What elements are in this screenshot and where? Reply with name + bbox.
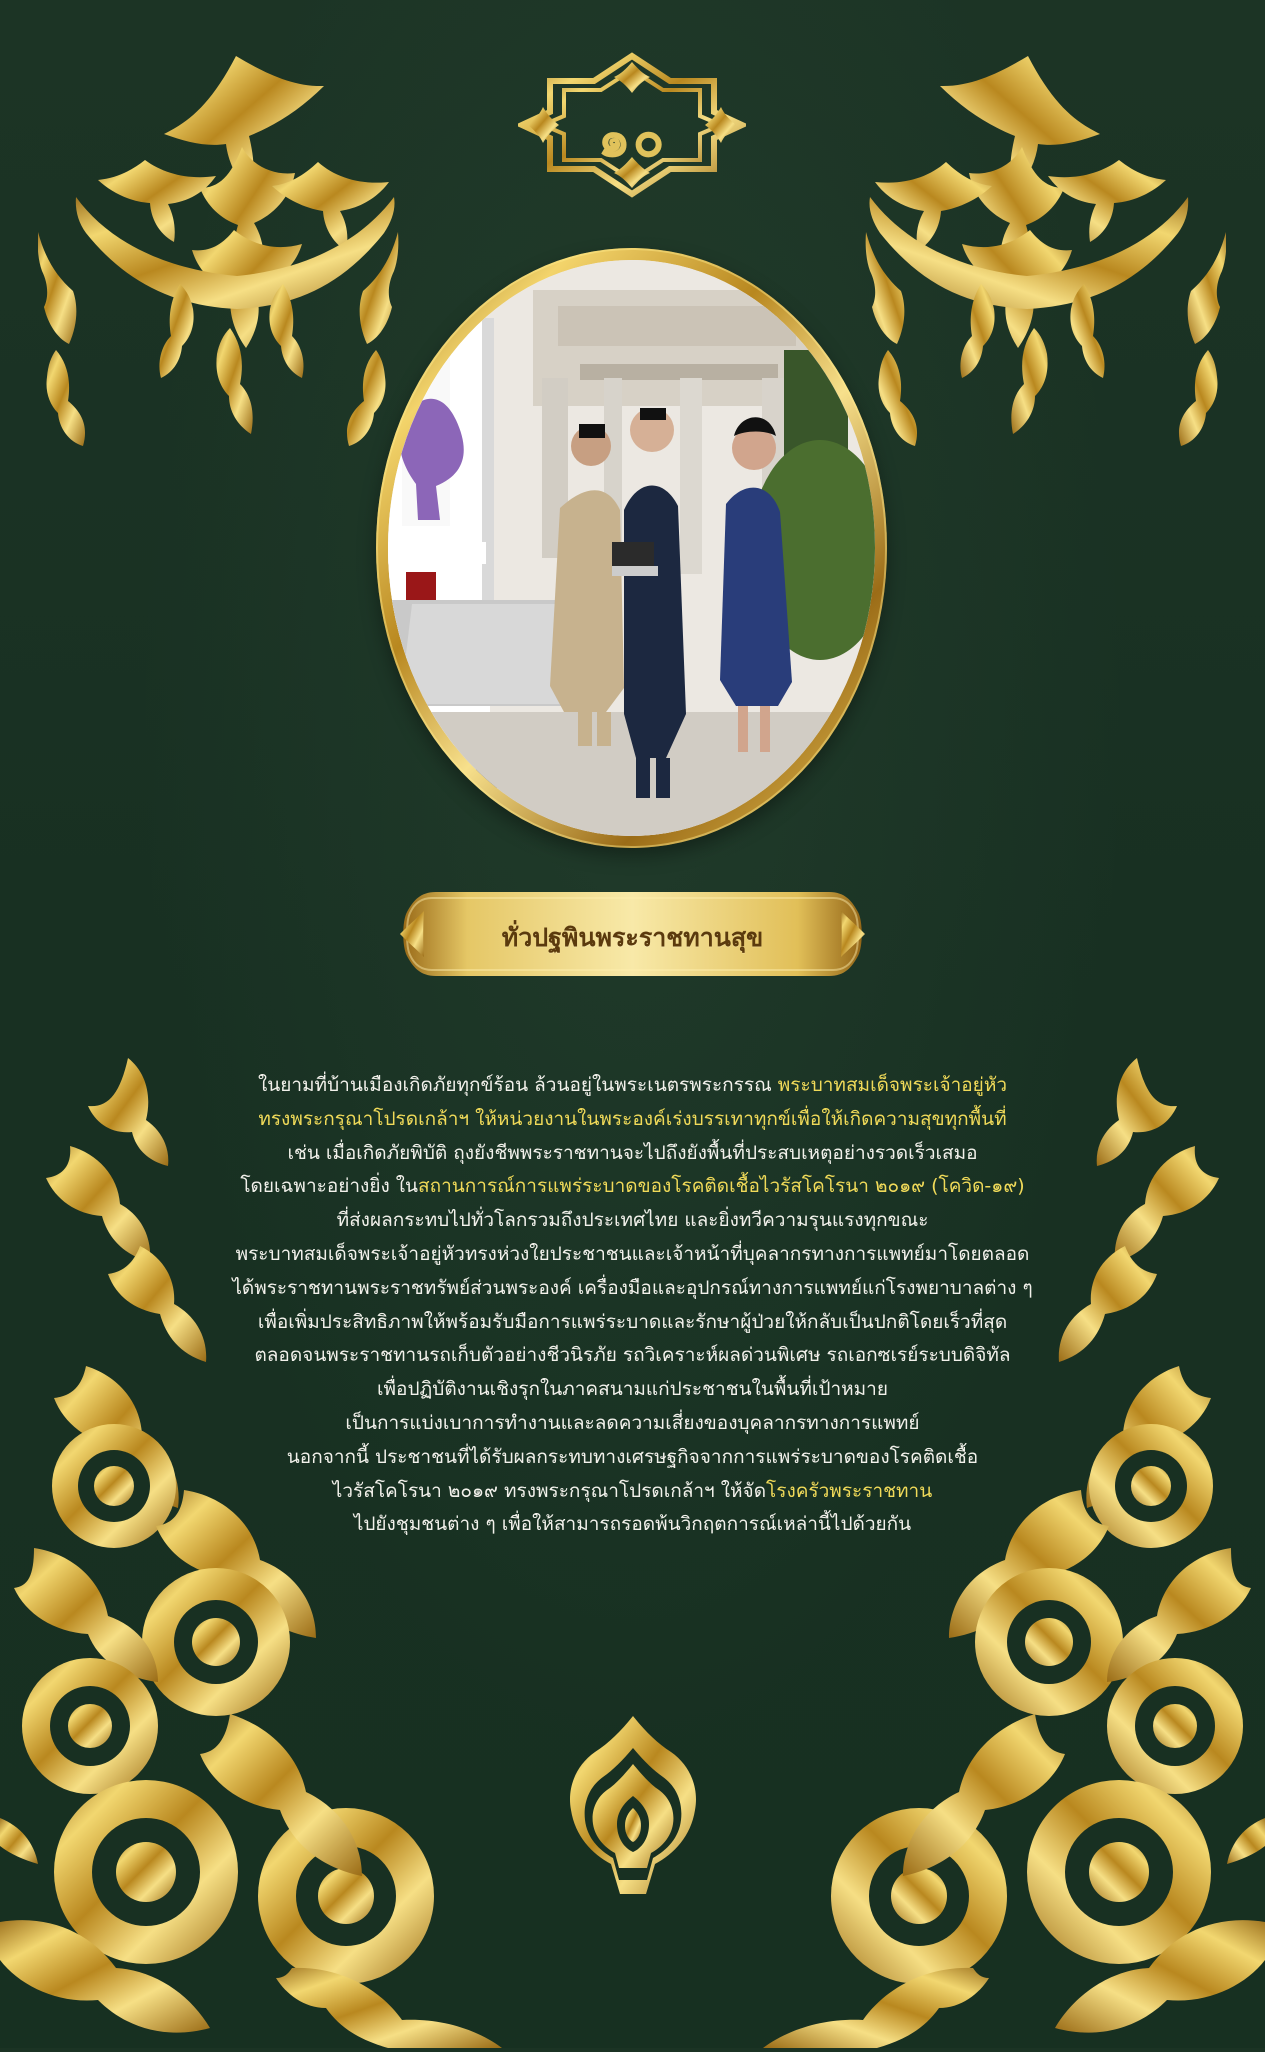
body-line-4-text: โดยเฉพาะอย่างยิ่ง ใน [240, 1175, 419, 1198]
photo-illustration [388, 260, 875, 836]
bottom-right-floral [745, 1050, 1265, 2048]
top-emblem [518, 52, 746, 198]
body-line-1-highlight: พระบาทสมเด็จพระเจ้าอยู่หัว [777, 1074, 1008, 1096]
page-title: ทั่วปฐพินพระราชทานสุข [501, 923, 764, 952]
royal-visit-photo [388, 260, 875, 836]
emblem-label: ๑๐ [597, 108, 667, 169]
top-right-garland [828, 52, 1226, 478]
lotus-flame-icon [565, 1714, 701, 1900]
body-line-10-text: เพื่อปฏิบัติงานเชิงรุกในภาคสนามแก่ประชาชนในพื้นที่เป้าหมาย [377, 1378, 888, 1401]
body-line-14-text: ไปยังชุมชนต่าง ๆ เพื่อให้สามารถรอดพ้นวิกฤตการณ์เหล่านี้ไปด้วยกัน [353, 1513, 912, 1536]
body-line-12-text: นอกจากนี้ ประชาชนที่ได้รับผลกระทบทางเศรษฐกิจจากการแพร่ระบาดของโรคติดเชื้อ [286, 1445, 979, 1468]
floral-ornament-icon [0, 1050, 520, 2048]
body-line-13-highlight: โรงครัวพระราชทาน [766, 1479, 933, 1502]
body-line-2-highlight: ทรงพระกรุณาโปรดเกล้าฯ ให้หน่วยงานในพระองค์เร่งบรรเทาทุกข์เพื่อให้เกิดความสุขทุกพื้นที่ [258, 1107, 1007, 1130]
bottom-emblem [565, 1714, 701, 1900]
top-left-garland [38, 52, 436, 478]
body-line-8-text: เพื่อเพิ่มประสิทธิภาพให้พร้อมรับมือการแพร่ระบาดและรักษาผู้ป่วยให้กลับเป็นปกติโดยเร็วที่สุด [257, 1310, 1008, 1333]
title-plaque [400, 880, 865, 988]
body-line-7-text: ได้พระราชทานพระราชทรัพย์ส่วนพระองค์ เครื่องมือและอุปกรณ์ทางการแพทย์แก่โรงพยาบาลต่าง ๆ [232, 1276, 1033, 1299]
garland-ornament-icon [828, 52, 1226, 478]
body-line-1-text: ในยามที่บ้านเมืองเกิดภัยทุกข์ร้อน ล้วนอยู่ในพระเนตรพระกรรณ [257, 1074, 778, 1096]
body-line-11-text: เป็นการแบ่งเบาการทำงานและลดความเสี่ยงของบุคลากรทางการแพทย์ [345, 1411, 920, 1434]
floral-ornament-icon [745, 1050, 1265, 2048]
body-line-13-text: ไวรัสโคโรนา ๒๐๑๙ ทรงพระกรุณาโปรดเกล้าฯ ให้จัด [332, 1479, 767, 1502]
body-line-6-text: พระบาทสมเด็จพระเจ้าอยู่หัวทรงห่วงใยประชาชนและเจ้าหน้าที่บุคลากรทางการแพทย์มาโดยตลอด [235, 1242, 1030, 1265]
garland-ornament-icon [38, 52, 436, 478]
bottom-left-floral [0, 1050, 520, 2048]
body-line-9-text: ตลอดจนพระราชทานรถเก็บตัวอย่างชีวนิรภัย รถวิเคราะห์ผลด่วนพิเศษ รถเอกซเรย์ระบบดิจิทัล [254, 1344, 1011, 1367]
body-line-5-text: ที่ส่งผลกระทบไปทั่วโลกรวมถึงประเทศไทย และยิ่งทวีความรุนแรงทุกขณะ [336, 1209, 929, 1232]
body-line-4-highlight: สถานการณ์การแพร่ระบาดของโรคติดเชื้อไวรัสโคโรนา ๒๐๑๙ (โควิด-๑๙) [418, 1175, 1025, 1198]
photo-frame [376, 248, 887, 848]
body-line-3-text: เช่น เมื่อเกิดภัยพิบัติ ถุงยังชีพพระราชทานจะไปถึงยังพื้นที่ประสบเหตุอย่างรวดเร็วเสมอ [287, 1141, 978, 1164]
